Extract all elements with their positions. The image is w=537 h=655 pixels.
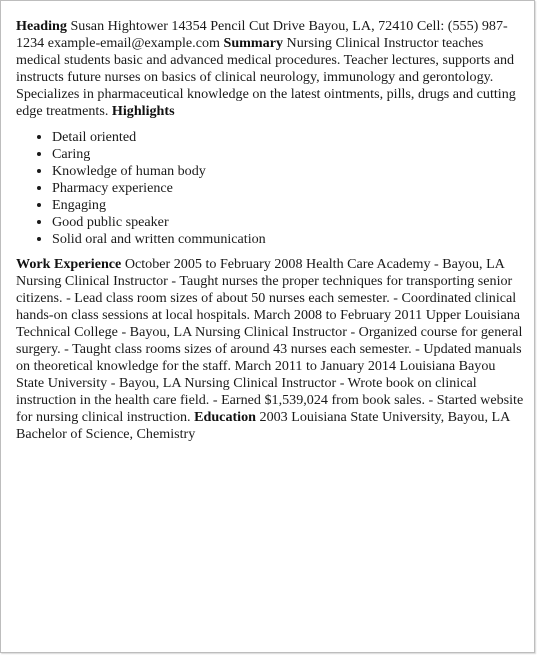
highlight-item: • Caring (52, 146, 524, 163)
heading-label: Heading (16, 18, 67, 34)
work-experience-text: October 2005 to February 2008 Health Care Academy - Bayou, LA Nursing Clinical Instructor - Taught nurses the proper techniques for transporting senior citizens. - Lead class room sizes of about 50 nurses each semester. - Coordinated clinical hands-on class sessions at local hospitals. March 2008 to February 2011 Upper Louisiana Technical College - Bayou, LA Nursing Clinical Instructor - Organized course for general surgery. - Taught class rooms sizes of around 43 nurses each semester. - Updated manuals on theoretical knowledge for the staff. March 2011 to January 2014 Louisiana Bayou State University - Bayou, LA Nursing Clinical Instructor - Wrote book on clinical instruction in the health care field. - Earned $1,539,024 from book sales. - Started website for nursing clinical instruction. (16, 256, 524, 425)
highlight-item: • Detail oriented (52, 129, 524, 146)
heading-text: Susan Hightower 14354 Pencil Cut Drive Bayou, LA, 72410 Cell: (555) 987-1234 example-email@example.com (16, 18, 508, 51)
highlights-label: Highlights (111, 103, 175, 119)
resume-content (16, 18, 524, 443)
heading-summary-paragraph (16, 18, 524, 120)
highlight-item: • Good public speaker (52, 214, 524, 231)
work-education-paragraph (16, 256, 524, 443)
work-experience-label: Work Experience (16, 256, 122, 272)
summary-label: Summary (223, 35, 284, 51)
education-text: 2003 Louisiana State University, Bayou, LA Bachelor of Science, Chemistry (16, 409, 510, 442)
highlight-item: • Engaging (52, 197, 524, 214)
highlight-item: • Knowledge of human body (52, 163, 524, 180)
education-label: Education (194, 409, 256, 425)
highlights-list (16, 129, 524, 248)
summary-text: Nursing Clinical Instructor teaches medical students basic and advanced medical procedures. Teacher lectures, supports and instructs future nurses on basics of clinical neurology, immunology and gerontology. Specializes in pharmaceutical knowledge on the latest ointments, pills, drugs and cutting edge treatments. (16, 35, 516, 119)
highlight-item: • Solid oral and written communication (52, 231, 524, 248)
highlight-item: • Pharmacy experience (52, 180, 524, 197)
